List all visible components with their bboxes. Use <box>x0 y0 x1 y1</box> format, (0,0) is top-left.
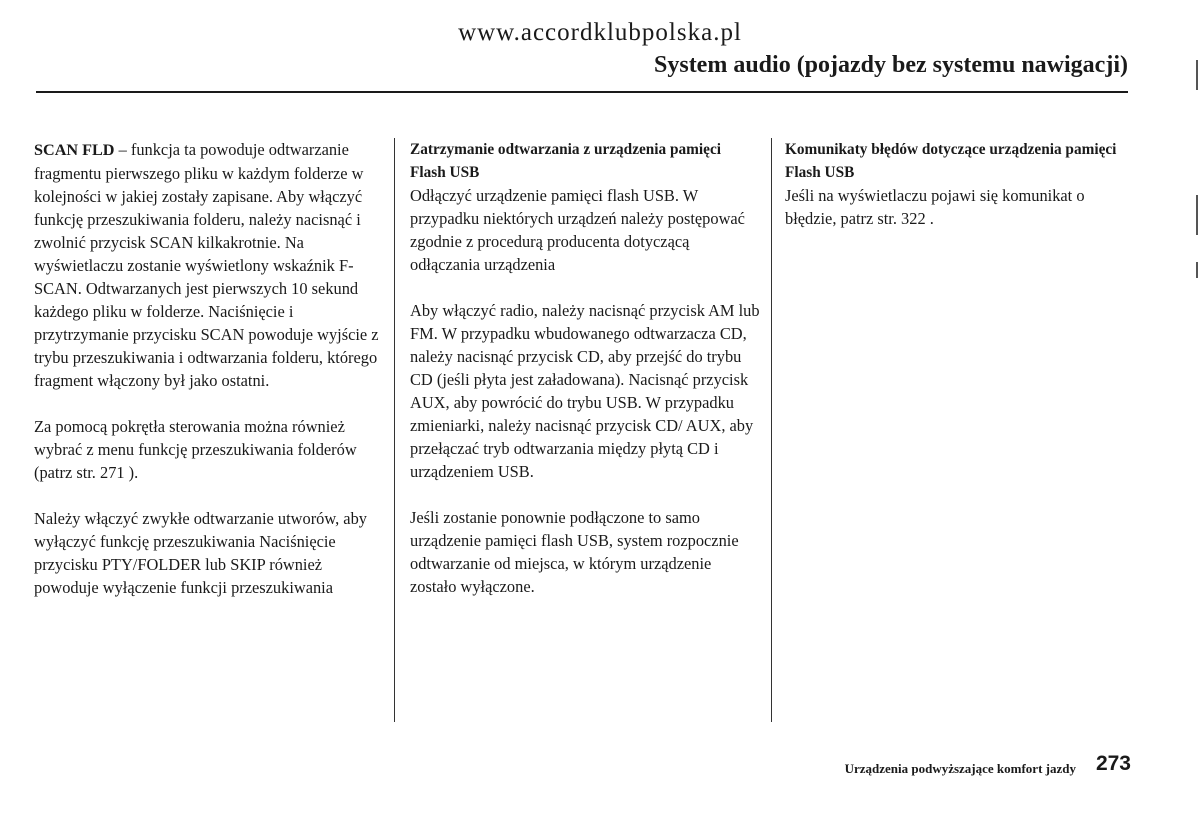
footer-chapter-label: Urządzenia podwyższające komfort jazdy <box>844 761 1076 776</box>
page-number: 273 <box>1095 752 1131 775</box>
stop-usb-heading: Zatrzymanie odtwarzania z urządzenia pamięci Flash USB <box>410 141 721 181</box>
disconnect-paragraph: Odłączyć urządzenie pamięci flash USB. W przypadku niektórych urządzeń należy postępować zgodnie z procedurą producenta dotyczącą odłączania urządzenia <box>410 186 745 274</box>
scan-fld-term: SCAN FLD <box>34 141 115 159</box>
section-title: System audio (pojazdy bez systemu nawigacji) <box>654 52 1128 78</box>
header-rule <box>36 91 1128 93</box>
scan-fld-description: – funkcja ta powoduje odtwarzanie fragmentu pierwszego pliku w każdym folderze w kolejności w jakiej zostały zapisane. Aby włączyć funkcję przeszukiwania folderu, należy nacisnąć i zwolnić przycisk SCAN kilkakrotnie. Na wyświetlaczu zostanie wyświetlony wskaźnik F-SCAN. Odtwarzanych jest pierwszych 10 sekund każdego pliku w folderze. Naciśnięcie i przytrzymanie przycisku SCAN powoduje wyjście z trybu przeszukiwania i odtwarzania folderu, którego fragment włączony był jako ostatni. <box>34 140 379 390</box>
column-error-messages <box>785 138 1135 230</box>
control-knob-paragraph: Za pomocą pokrętła sterowania można również wybrać z menu funkcję przeszukiwania folderów (patrz str. 271 ). <box>34 417 357 482</box>
column-divider-right <box>771 138 772 722</box>
site-url[interactable]: www.accordklubpolska.pl <box>458 19 742 46</box>
reconnect-paragraph: Jeśli zostanie ponownie podłączone to samo urządzenie pamięci flash USB, system rozpocznie odtwarzanie od miejsca, w którym urządzenie zostało wyłączone. <box>410 508 739 596</box>
disable-scan-paragraph: Należy włączyć zwykłe odtwarzanie utworów, aby wyłączyć funkcję przeszukiwania Naciśnięcie przycisku PTY/FOLDER lub SKIP również powoduje wyłączenie funkcji przeszukiwania <box>34 509 367 597</box>
switch-mode-paragraph: Aby włączyć radio, należy nacisnąć przycisk AM lub FM. W przypadku wbudowanego odtwarzacza CD, należy nacisnąć przycisk CD, aby przejść do trybu CD (jeśli płyta jest załadowana). Nacisnąć przycisk AUX, aby powrócić do trybu USB. W przypadku zmieniarki, należy nacisnąć przycisk CD/ AUX, aby przełączać tryb odtwarzania między płytą CD i urządzeniem USB. <box>410 301 760 481</box>
edge-mark <box>1196 262 1198 278</box>
error-messages-paragraph: Jeśli na wyświetlaczu pojawi się komunikat o błędzie, patrz str. 322 . <box>785 186 1085 228</box>
column-divider-left <box>394 138 395 722</box>
column-scan-folder <box>34 138 386 599</box>
edge-mark <box>1196 195 1198 235</box>
column-stop-usb <box>410 138 760 598</box>
edge-mark <box>1196 60 1198 90</box>
scan-fld-paragraph <box>34 138 386 392</box>
error-messages-heading: Komunikaty błędów dotyczące urządzenia pamięci Flash USB <box>785 141 1117 181</box>
